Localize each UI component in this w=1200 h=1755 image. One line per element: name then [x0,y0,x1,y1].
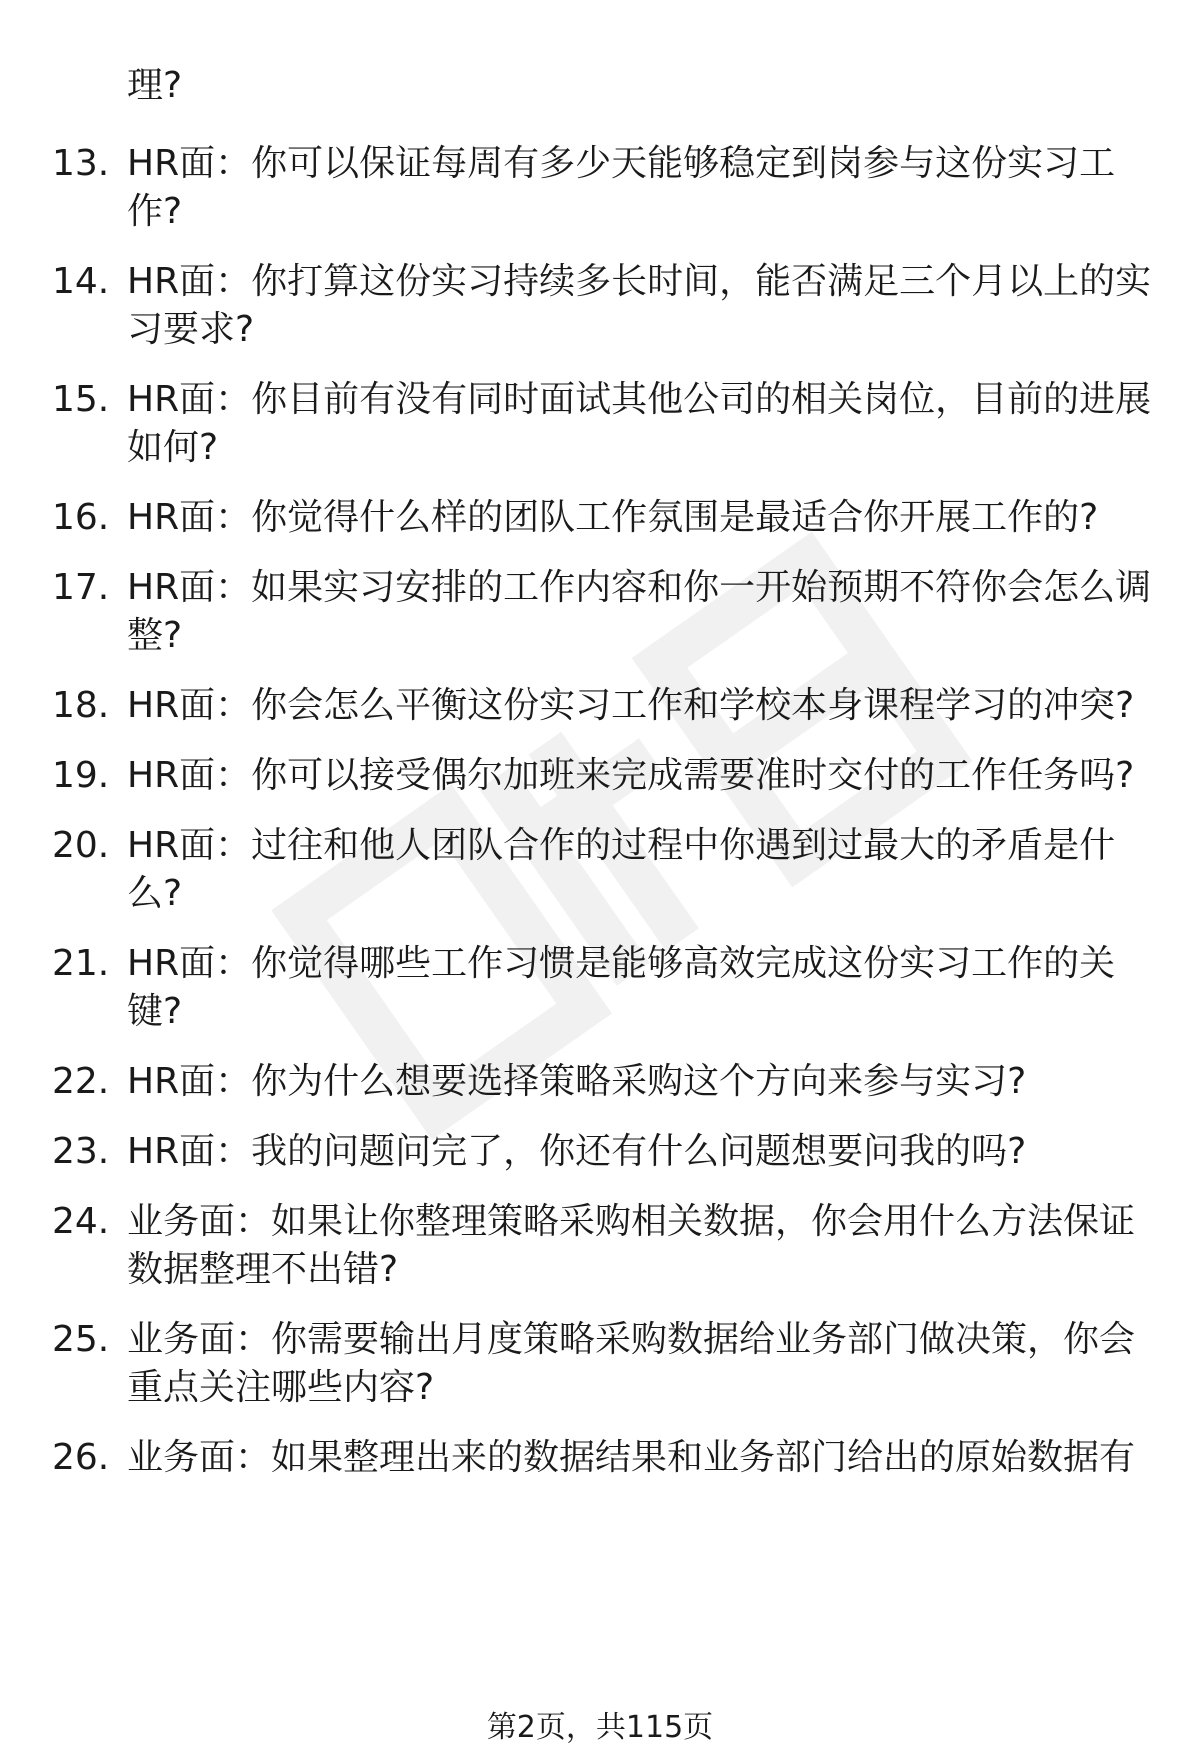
question-number: 23. [52,1131,110,1172]
question-text [127,140,1157,236]
question-number: 13. [52,143,110,184]
list-item [0,376,1200,472]
question-line: 如何? [127,427,219,468]
question-line: 习要求? [127,309,255,350]
question-line: 业务面：如果让你整理策略采购相关数据，你会用什么方法保证 [127,1201,1136,1242]
question-number: 17. [52,567,110,608]
question-line: HR面：你可以接受偶尔加班来完成需要准时交付的工作任务吗? [127,755,1135,796]
question-line: 键? [127,991,183,1032]
question-line: 重点关注哪些内容? [127,1367,435,1408]
question-number: 15. [52,379,110,420]
question-line: HR面：你会怎么平衡这份实习工作和学校本身课程学习的冲突? [127,685,1135,726]
list-item [0,1434,1200,1482]
question-line: HR面：你为什么想要选择策略采购这个方向来参与实习? [127,1061,1027,1102]
question-text [127,1198,1157,1294]
list-item [0,752,1200,800]
question-number: 21. [52,943,110,984]
question-number: 25. [52,1319,110,1360]
list-item [0,940,1200,1036]
question-text [127,376,1157,472]
list-item [0,1198,1200,1294]
question-text [127,258,1157,354]
question-number: 16. [52,497,110,538]
question-text [127,1058,1157,1106]
question-list [0,140,1200,1482]
question-number: 20. [52,825,110,866]
list-item [0,140,1200,236]
question-line: HR面：过往和他人团队合作的过程中你遇到过最大的矛盾是什 [127,825,1116,866]
question-number: 18. [52,685,110,726]
continued-question-text: 理? [127,65,183,106]
question-line: HR面：你可以保证每周有多少天能够稳定到岗参与这份实习工 [127,143,1116,184]
question-text [127,682,1157,730]
question-line: HR面：如果实习安排的工作内容和你一开始预期不符你会怎么调 [127,567,1152,608]
question-text [127,564,1157,660]
question-text [127,822,1157,918]
question-line: 业务面：如果整理出来的数据结果和业务部门给出的原始数据有 [127,1437,1136,1478]
list-item [0,1316,1200,1412]
question-number: 26. [52,1437,110,1478]
question-text [127,752,1157,800]
question-line: 业务面：你需要输出月度策略采购数据给业务部门做决策，你会 [127,1319,1136,1360]
question-text [127,940,1157,1036]
list-item [0,682,1200,730]
question-number: 19. [52,755,110,796]
question-line: HR面：你目前有没有同时面试其他公司的相关岗位，目前的进展 [127,379,1152,420]
page-footer: 第2页，共115页 [486,1710,714,1745]
list-item [0,494,1200,542]
list-item [0,258,1200,354]
question-number: 14. [52,261,110,302]
question-line: 作? [127,191,183,232]
list-item [0,822,1200,918]
question-line: HR面：我的问题问完了，你还有什么问题想要问我的吗? [127,1131,1027,1172]
question-line: 数据整理不出错? [127,1249,399,1290]
question-text [127,1434,1157,1482]
list-item [0,1128,1200,1176]
question-line: HR面：你打算这份实习持续多长时间，能否满足三个月以上的实 [127,261,1152,302]
question-number: 24. [52,1201,110,1242]
question-line: HR面：你觉得哪些工作习惯是能够高效完成这份实习工作的关 [127,943,1116,984]
question-line: HR面：你觉得什么样的团队工作氛围是最适合你开展工作的? [127,497,1099,538]
question-line: 么? [127,873,183,914]
question-text [127,1128,1157,1176]
list-item [0,1058,1200,1106]
question-text [127,1316,1157,1412]
question-number: 22. [52,1061,110,1102]
list-item [0,564,1200,660]
question-text [127,494,1157,542]
question-line: 整? [127,615,183,656]
